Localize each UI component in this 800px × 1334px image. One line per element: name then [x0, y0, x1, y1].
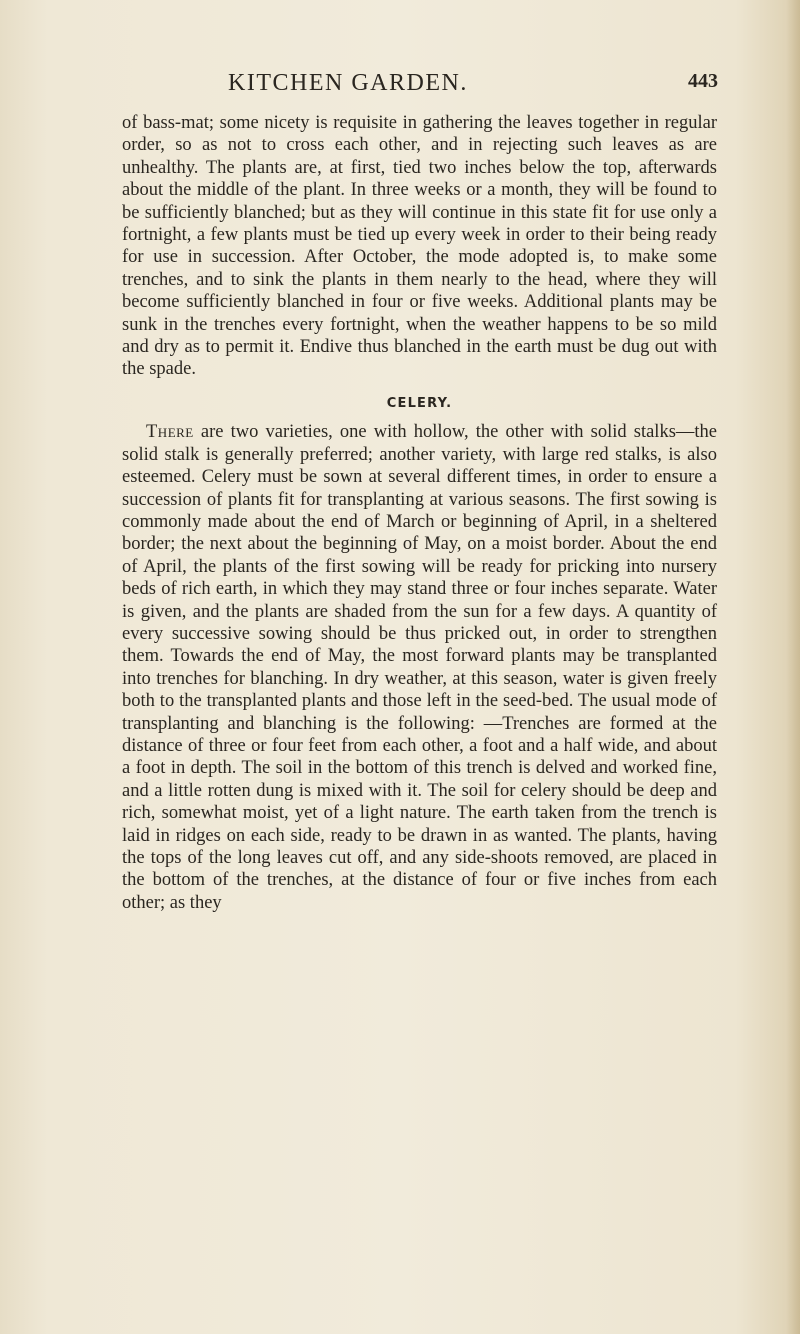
- body-text: [122, 112, 717, 914]
- running-head: KITCHEN GARDEN.: [228, 70, 468, 96]
- celery-paragraph: [122, 421, 717, 914]
- celery-paragraph-text: are two varieties, one with hollow, the other with solid stalks—the solid stalk is generally preferred; another variety, with large red stalks, is also esteemed. Celery must be sown at several different times, in order to ensure a succession of plants fit for transplanting at various seasons. The first sowing is commonly made about the end of March or beginning of April, in a sheltered border; the next about the beginning of May, on a moist border. About the end of April, the plants of the first sowing will be ready for pricking into nursery beds of rich earth, in which they may stand three or four inches separate. Water is given, and the plants are shaded from the sun for a few days. A quantity of every successive sowing should be thus pricked out, in order to strengthen them. Towards the end of May, the most forward plants may be transplanted into trenches for blanching. In dry weather, at this season, water is given freely both to the transplanted plants and those left in the seed-bed. The usual mode of transplanting and blanching is the following: —Trenches are formed at the distance of three or four feet from each other, a foot and a half wide, and about a foot in depth. The soil in the bottom of this trench is delved and worked fine, and a little rotten dung is mixed with it. The soil for celery should be deep and rich, somewhat moist, yet of a light nature. The earth taken from the trench is laid in ridges on each side, ready to be drawn in as wanted. The plants, having the tops of the long leaves cut off, and any side-shoots removed, are placed in the bottom of the trenches, at the distance of four or five inches from each other; as they: [122, 422, 717, 913]
- page-header: [128, 70, 718, 104]
- page-number: 443: [688, 70, 718, 92]
- page-edge-shadow: [786, 0, 800, 1334]
- section-heading-celery: CELERY.: [386, 395, 453, 411]
- endive-paragraph: of bass-mat; some nicety is requisite in gathering the leaves together in regular order, so as not to cross each other, and in rejecting such leaves as are unhealthy. The plants are, at first, tied two inches below the top, afterwards about the middle of the plant. In three weeks or a month, they will be found to be sufficiently blanched; but as they will continue in this state fit for use only a fortnight, a few plants must be tied up every week in order to their being ready for use in succession. After October, the mode adopted is, to make some trenches, and to sink the plants in them nearly to the head, where they will become sufficiently blanched in four or five weeks. Additional plants may be sunk in the trenches every fortnight, when the weather happens to be so mild and dry as to permit it. Endive thus blanched in the earth must be dug out with the spade.: [122, 113, 717, 380]
- celery-lead-word: There: [146, 422, 194, 443]
